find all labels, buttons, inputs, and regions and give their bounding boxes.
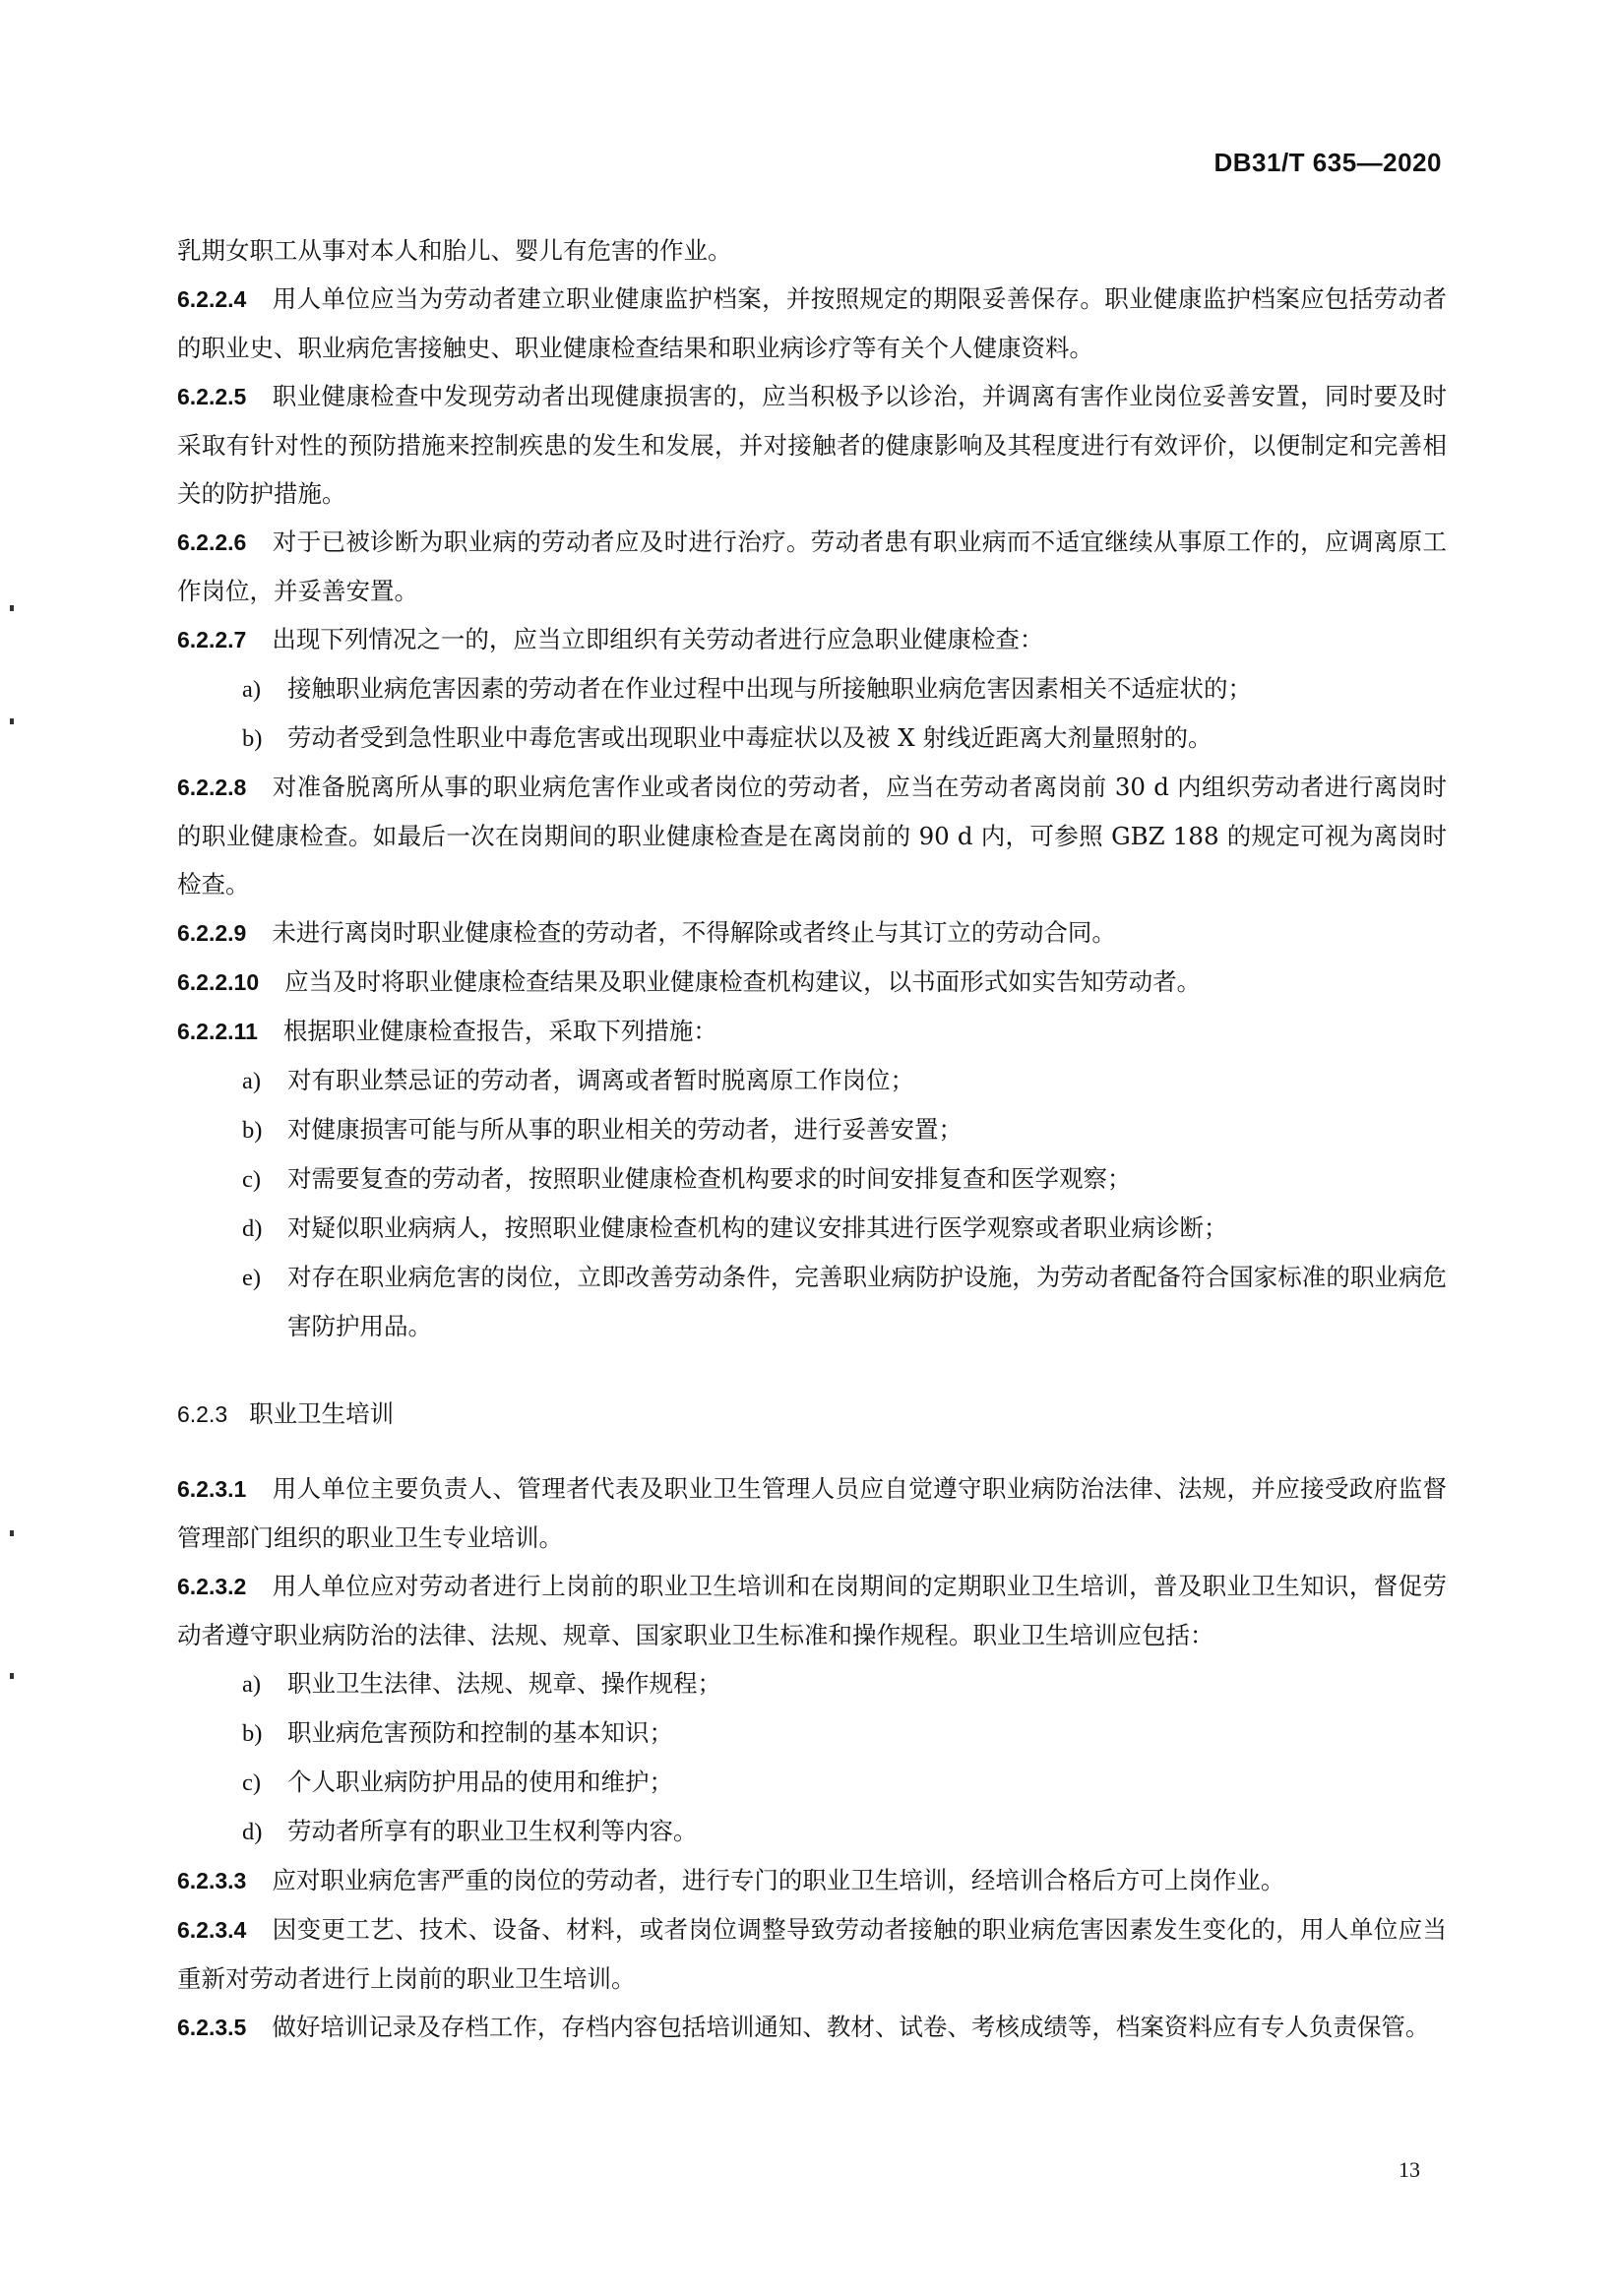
clause-text: 用人单位主要负责人、管理者代表及职业卫生管理人员应自觉遵守职业病防治法律、法规，并应接受政府监督管理部门组织的职业卫生专业培训。 bbox=[177, 1474, 1447, 1552]
list-marker: b) bbox=[242, 725, 263, 752]
section-heading bbox=[177, 1390, 1447, 1439]
list-marker: a) bbox=[242, 676, 262, 703]
list-item bbox=[177, 1708, 1447, 1758]
list-marker: b) bbox=[242, 1117, 263, 1144]
list-item bbox=[177, 1056, 1447, 1105]
document-code: DB31/T 635—2020 bbox=[1213, 148, 1442, 177]
section-number: 6.2.3 bbox=[177, 1401, 228, 1427]
list-marker: d) bbox=[242, 1819, 263, 1845]
list-item bbox=[177, 1154, 1447, 1204]
list-marker: a) bbox=[242, 1068, 262, 1094]
list-item bbox=[177, 1758, 1447, 1807]
list-item bbox=[177, 664, 1447, 714]
scan-mark bbox=[10, 1530, 14, 1536]
list-text: 对疑似职业病病人，按照职业健康检查机构的建议安排其进行医学观察或者职业病诊断； bbox=[287, 1213, 1228, 1242]
clause-text: 因变更工艺、技术、设备、材料，或者岗位调整导致劳动者接触的职业病危害因素发生变化的，用人单位应当重新对劳动者进行上岗前的职业卫生培训。 bbox=[177, 1915, 1447, 1993]
list-marker: d) bbox=[242, 1215, 263, 1242]
list-text: 职业病危害预防和控制的基本知识； bbox=[287, 1718, 673, 1747]
clause-text: 对于已被诊断为职业病的劳动者应及时进行治疗。劳动者患有职业病而不适宜继续从事原工作的，应调离原工作岗位，并妥善安置。 bbox=[177, 527, 1447, 605]
clause-text: 应当及时将职业健康检查结果及职业健康检查机构建议，以书面形式如实告知劳动者。 bbox=[284, 967, 1202, 996]
list-item bbox=[177, 714, 1447, 763]
clause-text: 出现下列情况之一的，应当立即组织有关劳动者进行应急职业健康检查： bbox=[272, 625, 1044, 653]
list-marker: a) bbox=[242, 1671, 262, 1698]
clause-text: 乳期女职工从事对本人和胎儿、婴儿有危害的作业。 bbox=[177, 236, 732, 265]
clause-text: 用人单位应对劳动者进行上岗前的职业卫生培训和在岗期间的定期职业卫生培训，普及职业卫生知识，督促劳动者遵守职业病防治的法律、法规、规章、国家职业卫生标准和操作规程。职业卫生培训应包括： bbox=[177, 1572, 1447, 1649]
clause-number: 6.2.2.8 bbox=[177, 775, 247, 800]
list-item bbox=[177, 1253, 1447, 1350]
list-marker: b) bbox=[242, 1720, 263, 1747]
list-item bbox=[177, 1807, 1447, 1856]
clause-paragraph bbox=[177, 958, 1447, 1007]
clause-number: 6.2.2.7 bbox=[177, 627, 247, 652]
clause-paragraph bbox=[177, 2003, 1447, 2052]
clause-text: 做好培训记录及存档工作，存档内容包括培训通知、教材、试卷、考核成绩等，档案资料应有专人负责保管。 bbox=[272, 2013, 1430, 2041]
clause-paragraph bbox=[177, 372, 1447, 518]
list-text: 对存在职业病危害的岗位，立即改善劳动条件，完善职业病防护设施，为劳动者配备符合国家标准的职业病危害防护用品。 bbox=[287, 1263, 1447, 1340]
list-item bbox=[177, 1659, 1447, 1708]
list-text: 对有职业禁忌证的劳动者，调离或者暂时脱离原工作岗位； bbox=[287, 1066, 914, 1094]
list-marker: c) bbox=[242, 1769, 262, 1796]
clause-number: 6.2.3.3 bbox=[177, 1868, 247, 1893]
clause-number: 6.2.2.4 bbox=[177, 286, 247, 312]
clause-number: 6.2.3.4 bbox=[177, 1917, 247, 1943]
scan-mark bbox=[10, 605, 14, 611]
list-item bbox=[177, 1105, 1447, 1154]
clause-paragraph bbox=[177, 226, 1447, 275]
list-marker: c) bbox=[242, 1166, 262, 1193]
clause-paragraph bbox=[177, 1856, 1447, 1905]
clause-text: 职业健康检查中发现劳动者出现健康损害的，应当积极予以诊治，并调离有害作业岗位妥善安置，同时要及时采取有针对性的预防措施来控制疾患的发生和发展，并对接触者的健康影响及其程度进行有效评价，以便制定和完善相关的防护措施。 bbox=[177, 382, 1447, 508]
page-number: 13 bbox=[1399, 2157, 1420, 2182]
clause-text: 应对职业病危害严重的岗位的劳动者，进行专门的职业卫生培训，经培训合格后方可上岗作业。 bbox=[272, 1866, 1285, 1894]
list-item bbox=[177, 1204, 1447, 1253]
list-text: 接触职业病危害因素的劳动者在作业过程中出现与所接触职业病危害因素相关不适症状的； bbox=[287, 674, 1252, 703]
clause-text: 根据职业健康检查报告，采取下列措施： bbox=[282, 1017, 717, 1045]
clause-number: 6.2.3.5 bbox=[177, 2015, 247, 2040]
clause-paragraph bbox=[177, 1562, 1447, 1659]
clause-paragraph bbox=[177, 1905, 1447, 2003]
list-text: 劳动者受到急性职业中毒危害或出现职业中毒症状以及被 X 射线近距离大剂量照射的。 bbox=[287, 723, 1213, 752]
list-text: 个人职业病防护用品的使用和维护； bbox=[287, 1768, 673, 1796]
clause-paragraph bbox=[177, 275, 1447, 372]
clause-paragraph bbox=[177, 1007, 1447, 1056]
clause-text: 对准备脱离所从事的职业病危害作业或者岗位的劳动者，应当在劳动者离岗前 30 d 内组织劳动者进行离岗时的职业健康检查。如最后一次在岗期间的职业健康检查是在离岗前的 90 d 内，可参照 GBZ 188 的规定可视为离岗时检查。 bbox=[177, 773, 1447, 899]
clause-number: 6.2.2.11 bbox=[177, 1019, 258, 1044]
clause-number: 6.2.2.10 bbox=[177, 969, 260, 995]
clause-paragraph bbox=[177, 1464, 1447, 1562]
clause-paragraph bbox=[177, 615, 1447, 664]
list-marker: e) bbox=[242, 1265, 262, 1291]
clause-text: 未进行离岗时职业健康检查的劳动者，不得解除或者终止与其订立的劳动合同。 bbox=[272, 918, 1116, 947]
clause-number: 6.2.2.6 bbox=[177, 529, 247, 555]
list-text: 劳动者所享有的职业卫生权利等内容。 bbox=[287, 1817, 698, 1845]
clause-paragraph bbox=[177, 518, 1447, 615]
scan-mark bbox=[10, 1673, 14, 1679]
section-title: 职业卫生培训 bbox=[249, 1399, 395, 1428]
clause-paragraph bbox=[177, 763, 1447, 908]
list-text: 对需要复查的劳动者，按照职业健康检查机构要求的时间安排复查和医学观察； bbox=[287, 1164, 1132, 1193]
clause-number: 6.2.3.1 bbox=[177, 1476, 247, 1502]
clause-number: 6.2.2.9 bbox=[177, 920, 247, 946]
clause-number: 6.2.2.5 bbox=[177, 384, 247, 409]
list-text: 职业卫生法律、法规、规章、操作规程； bbox=[287, 1669, 721, 1698]
clause-paragraph bbox=[177, 908, 1447, 958]
document-body bbox=[177, 226, 1447, 2052]
clause-number: 6.2.3.2 bbox=[177, 1574, 247, 1599]
scan-mark bbox=[10, 718, 14, 724]
clause-text: 用人单位应当为劳动者建立职业健康监护档案，并按照规定的期限妥善保存。职业健康监护档案应包括劳动者的职业史、职业病危害接触史、职业健康检查结果和职业病诊疗等有关个人健康资料。 bbox=[177, 284, 1447, 362]
list-text: 对健康损害可能与所从事的职业相关的劳动者，进行妥善安置； bbox=[287, 1115, 963, 1144]
